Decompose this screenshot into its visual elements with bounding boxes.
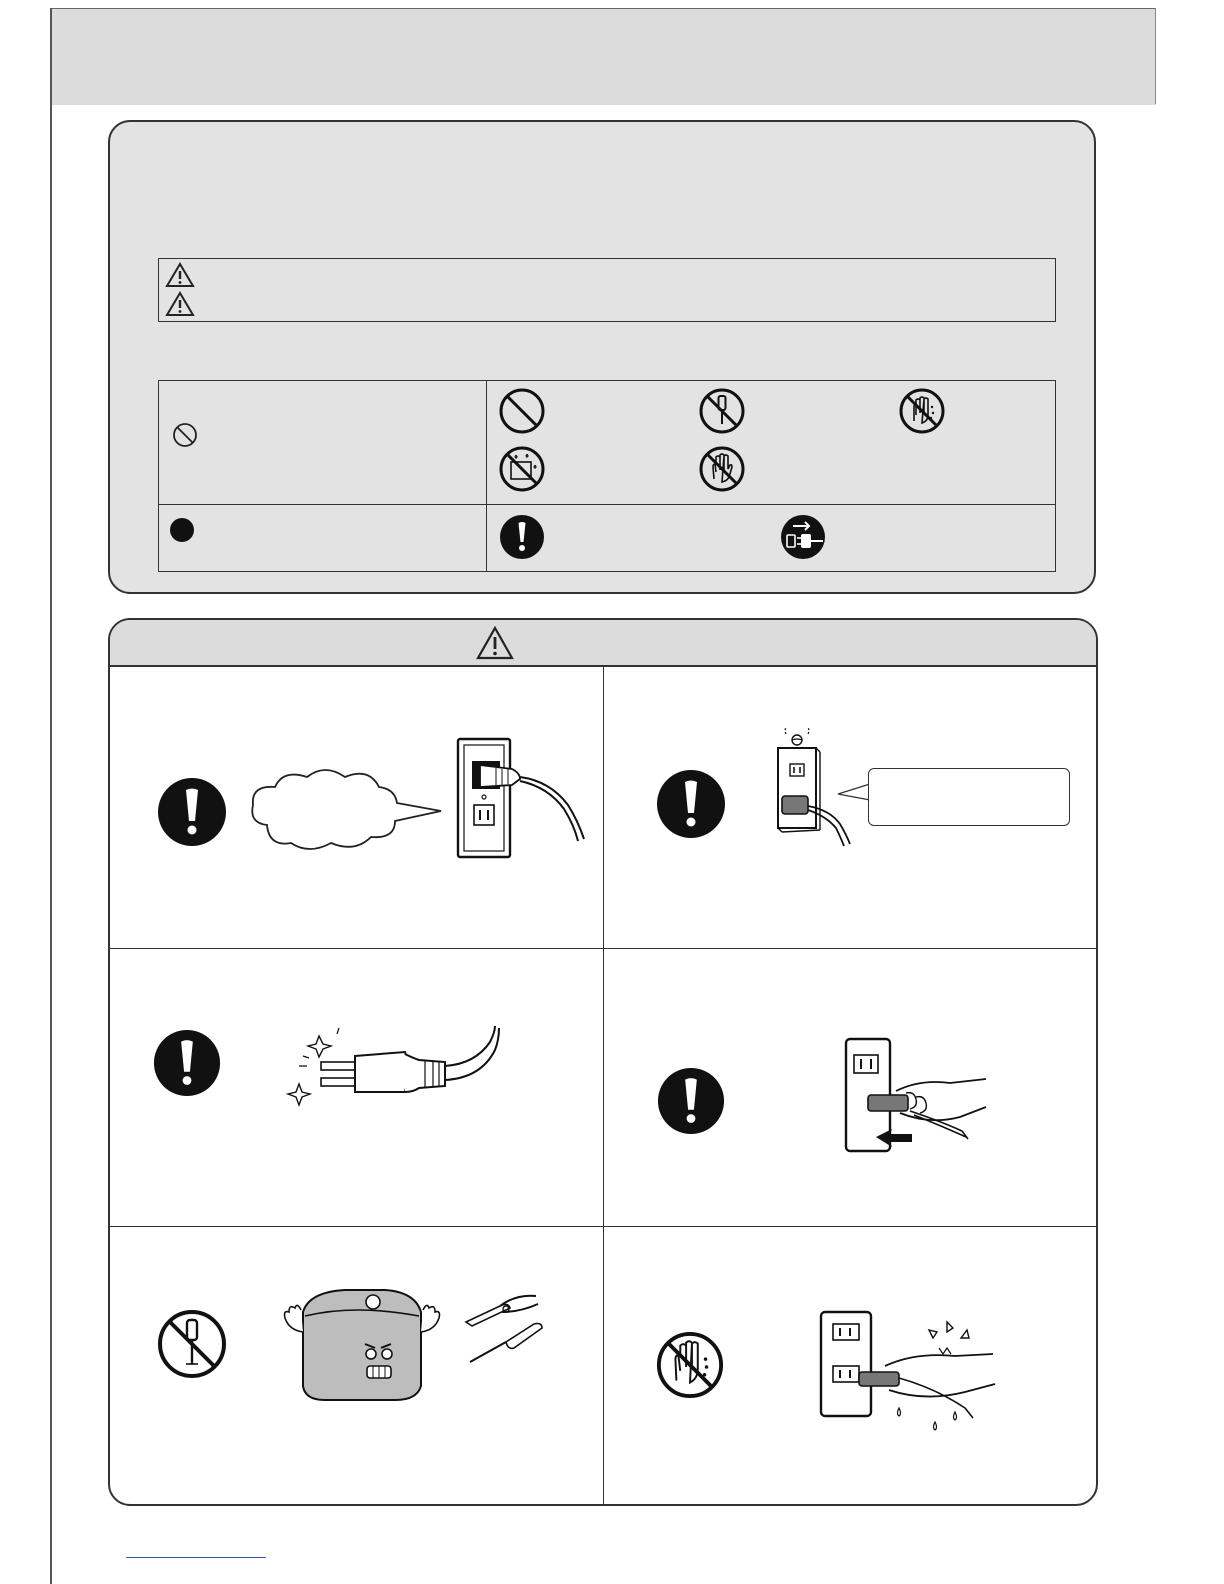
warnings-section	[108, 618, 1098, 1506]
pliers-and-screwdriver	[460, 1292, 550, 1374]
prohibition-icon	[498, 387, 546, 435]
table-row-divider	[159, 504, 1055, 505]
table-column-divider	[486, 381, 487, 571]
do-not-disassemble-icon	[156, 1308, 228, 1380]
page-left-rule	[50, 8, 52, 1584]
footer-rule	[126, 1557, 266, 1558]
panels-row-divider-2	[110, 1226, 1096, 1227]
callout-box	[868, 768, 1070, 826]
speech-cloud	[245, 765, 445, 855]
insert-plug-illustration	[840, 1035, 1000, 1165]
unplug-icon	[779, 513, 827, 561]
solid-dot-icon	[169, 517, 195, 543]
hazard-definitions-box	[158, 258, 1056, 322]
panels-column-divider	[603, 667, 604, 1506]
mandatory-action-icon	[156, 776, 228, 848]
keep-away-from-water-icon	[498, 445, 546, 493]
wall-outlet-with-plug	[450, 735, 590, 865]
caution-triangle-icon	[165, 291, 195, 317]
no-wet-hands-icon	[655, 1330, 725, 1400]
symbols-table	[158, 380, 1056, 572]
mandatory-action-icon	[655, 768, 727, 840]
mandatory-action-icon	[498, 513, 546, 561]
callout-pointer	[828, 780, 872, 804]
panels-row-divider-1	[110, 948, 1096, 949]
do-not-disassemble-icon	[698, 387, 746, 435]
page-header-band	[52, 8, 1156, 105]
warning-triangle-icon	[476, 626, 514, 660]
warnings-header	[110, 620, 1096, 667]
prohibition-circle-icon	[172, 422, 198, 448]
warning-triangle-icon	[165, 262, 195, 288]
mandatory-action-icon	[152, 1028, 222, 1098]
mandatory-action-icon	[656, 1066, 726, 1136]
caution-definition-row	[165, 290, 195, 318]
wet-hands-unplugging	[815, 1308, 1000, 1438]
header-right-rule	[1155, 8, 1156, 104]
clean-plug-prongs	[285, 1022, 500, 1112]
no-wet-hands-icon	[898, 387, 946, 435]
angry-rice-cooker	[275, 1282, 445, 1406]
warning-definition-row	[165, 261, 195, 289]
do-not-touch-icon	[698, 445, 746, 493]
